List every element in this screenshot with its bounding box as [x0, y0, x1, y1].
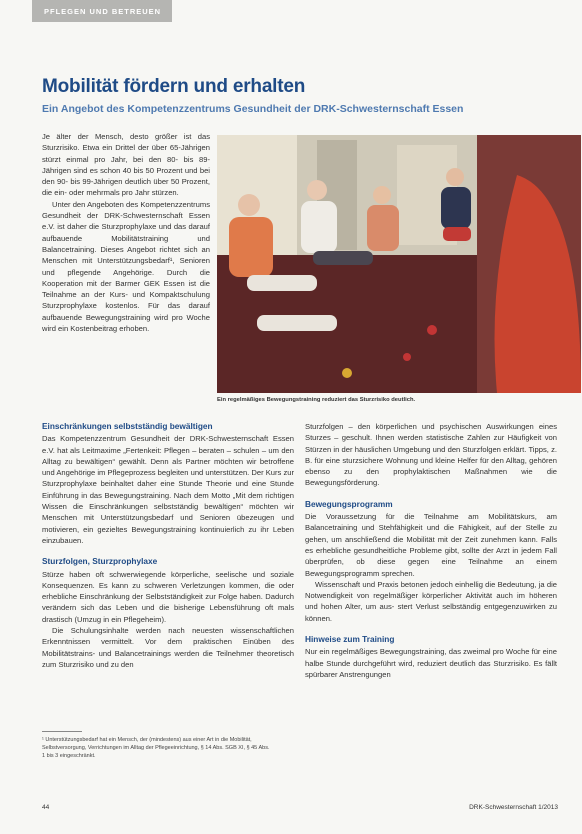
photo-seniors-exercise-illustration	[217, 135, 581, 393]
article-title: Mobilität fördern und erhalten	[42, 76, 306, 97]
section-paragraph: Wissenschaft und Praxis betonen jedoch einhellig die Bedeutung, ja die Notwendigkeit von regelmäßiger körperlicher Aktivität auch im höheren und hohen Alter, um aus- stert Verlust selbständig entgegenzuwirken zu können.	[305, 579, 557, 623]
intro-column	[42, 131, 210, 334]
footnote: ¹ Unterstützungsbedarf hat ein Mensch, der (mindestens) aus einer Art in die Mobilität, Selbstversorgung, Verrichtungen im Alltag der Pflegeeinrichtung, § 14 Abs. SGB XI, § 45 Abs. 1 bis 3 eingeschränkt.	[42, 737, 270, 759]
photo-caption: Ein regelmäßiges Bewegungstraining reduziert das Sturzrisiko deutlich.	[217, 397, 416, 403]
section-paragraph: Stürze haben oft schwerwiegende körperliche, seelische und soziale Konsequenzen. Es kann zu schweren Verletzungen kommen, die oder erhebliche Einschränkung der Selbstständigkeit zur Folge haben. Dadurch verändern sich das Leben und die bisherige Lebensführung oft mals drastisch (Umzug in ein Pflegeheim).	[42, 569, 294, 624]
section-heading: Einschränkungen selbstständig bewältigen	[42, 421, 213, 431]
intro-paragraph: Unter den Angeboten des Kompetenzzentrums Gesundheit der DRK-Schwesternschaft Essen e.V. ist daher die Sturzprophylaxe und das darauf aufbauende Mobilitätstraining und Balancetraining. Dieses Angebot richtet sich an Menschen mit Unterstützungsbedarf¹, Senioren und pflegende Angehörige. Durch die Kooperation mit der Barmer GEK Essen ist die Teilnahme an der Kurs- und Kompaktschulung Sturzprophylaxe kostenlos. Für das darauf aufbauende Bewegungstraining wird pro Woche wird ein Kostenbeitrag erhoben.	[42, 199, 210, 334]
section-heading: Hinweise zum Training	[305, 634, 395, 645]
section-paragraph: Sturzfolgen – den körperlichen und psychischen Auswirkungen eines Sturzes – geschult. Ihnen werden statistische Zahlen zur Häufigkeit von Stürzen in der häuslichen Umgebung und den Sturzfolgen erklärt. Tipps, z. B. für eine sturzsichere Wohnung und kleine Helfer für den Alltag, gehören ebenso zu den prophylaktischen Maßnahmen wie die Bewegungsförderung.	[305, 422, 557, 488]
kicker-label: PFLEGEN UND BETREUEN	[44, 6, 162, 16]
section-paragraph: Die Schulungsinhalte werden nach neuesten wissenschaftlichen Erkenntnissen vermittelt. Vor dem praktischen Einüben des Mobilitätstrains- und Balancetrainings werden die Teilnehmer theoretisch zum Sturzrisiko und zu den	[42, 626, 294, 669]
section-heading: Sturzfolgen, Sturzprophylaxe	[42, 556, 158, 567]
body-column-left	[42, 421, 294, 670]
article-photo	[217, 135, 581, 393]
journal-issue: DRK-Schwesternschaft 1/2013	[469, 804, 558, 811]
section-paragraph: Das Kompetenzzentrum Gesundheit der DRK-Schwesternschaft Essen e.V. hat als Leitmaxime „Fertenkeit: Pflegen – beraten – schulen – um den Alltag zu bewältigen“ gewählt. Denn als Partner möchten wir betroffene und Angehörige im Pflegeprozess begleiten und unterstützen. Der Kurs zur Sturzprophylaxe beinhaltet daher eine Stunde Theorie und eine Stunde Einführung in das Bewegungstraining. Nach dem Motto „Mit dem richtigen Wissen die Einschränkungen selbstständig bewältigen“ möchten wir Menschen mit Unterstützungsbedarf und Senioren übezeugen und motivieren, ein gezieltes Bewegungstraining kontinuierlich zu ihr Leben einzubauen.	[42, 434, 295, 545]
section-heading: Bewegungsprogramm	[305, 498, 393, 509]
section-paragraph: Nur ein regelmäßiges Bewegungstraining, das zweimal pro Woche für eine halbe Stunde durchgeführt wird, reduziert deutlich das Sturzrisiko. Es fällt spürbarer Anstrengungen	[305, 647, 557, 679]
body-column-right	[305, 421, 557, 680]
page-number: 44	[42, 804, 50, 811]
article-subtitle: Ein Angebot des Kompetenzzentrums Gesundheit der DRK-Schwesternschaft Essen	[42, 103, 464, 115]
section-paragraph: Die Voraussetzung für die Teilnahme am Mobilitätskurs, am Balancetraining und Stehfähigkeit und die Fähigkeit, auf der Stelle zu gehen, um anschließend die Mobilität mit der Zeit zunehmen kann. Falls es erhebliche gesundheitliche Probleme gibt, sollte der Arzt in jedem Fall überprüfen, ob diese gegen eine Teilnahme an einem Bewegungsprogramm sprechen.	[305, 512, 557, 578]
footnote-divider	[42, 731, 82, 732]
intro-paragraph: Je älter der Mensch, desto größer ist das Sturzrisiko. Etwa ein Drittel der über 65-Jährigen stürzt einmal pro Jahr, bei den 80- bis 89-Jährigen sind es schon 40 bis 50 Prozent und bei den 90- bis 99-Jährigen deutlich über 50 Prozent, die ein- oder mehrmals pro Jahr stürzen.	[42, 132, 210, 198]
section-kicker	[32, 0, 172, 22]
